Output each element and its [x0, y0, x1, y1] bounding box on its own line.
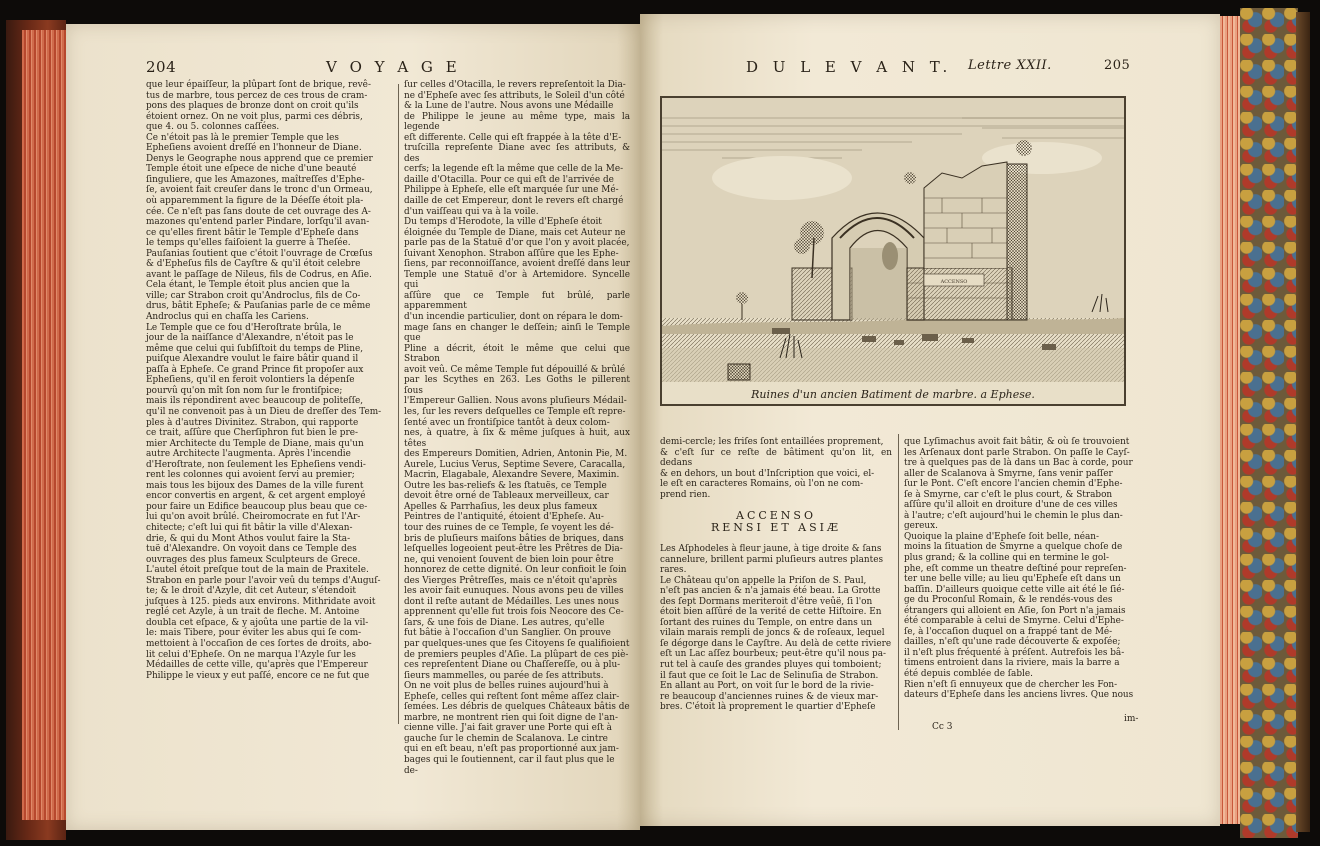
text-line: vilain marais rempli de joncs & de roſeaux, lequel: [660, 628, 885, 639]
text-line: eſt differente. Celle qui eſt frappée à la tête d'E-: [404, 132, 622, 143]
text-line: Médailles de cette ville, qu'après que l'Empereur: [146, 660, 368, 671]
text-line: puiſque Alexandre voulut le faire bâtir quand il: [146, 354, 359, 365]
text-line: ſiens, par reconnoiſſance, avoient dreſſé dans leur: [404, 259, 630, 270]
text-line: ouvrages des plus fameux Sculpteurs de Grece.: [146, 554, 361, 565]
text-line: parle pas de la Statuë d'or que l'on y avoit placée,: [404, 238, 630, 249]
text-line: les Arſenaux dont parle Strabon. On paſſe le Cayſ-: [904, 447, 1130, 458]
text-line: mazones qu'entend parler Pindare, lorſqu'il avan-: [146, 217, 370, 228]
text-line: Pline a décrit, étoit le même que celui que Strabon: [404, 343, 630, 365]
letter-number: Lettre XXII.: [968, 58, 1052, 73]
text-line: Les Aſphodeles à fleur jaune, à tige droite & ſans: [660, 544, 882, 554]
text-line: mais tous les bijoux des Dames de la ville furent: [146, 480, 364, 491]
text-line: reglé cet Azyle, à un trait de fleche. M. Antoine: [146, 607, 360, 618]
text-line: été comparable à celui de Smyrne. Celui d'Ephe-: [904, 616, 1124, 627]
text-line: fut bâtie à l'occaſion d'un Sanglier. On prouve: [404, 628, 611, 639]
text-line: dailles, n'eſt qu'une rade découverte & expoſée;: [904, 637, 1121, 648]
inscription-line-1: ACCENSO: [736, 509, 816, 522]
text-line: aſſûre qu'il alloit en droiture d'une de ces villes: [904, 500, 1118, 511]
text-line: Le Temple que ce fou d'Heroſtrate brûla, le: [146, 322, 342, 333]
text-line: le temps qu'elles faiſoient la guerre à Theſée.: [146, 238, 351, 249]
text-line: l'Empereur Gallien. Nous avons pluſieurs Médail-: [404, 396, 627, 407]
text-line: drie, & qui du Mont Athos voulut faire la Sta-: [146, 533, 351, 544]
text-line: de Philippe le jeune au même type, mais la legende: [404, 111, 630, 133]
text-line: gereux.: [904, 521, 938, 532]
text-line: Epheſe, celles qui reſtent ſont même aſſez clair-: [404, 691, 620, 702]
text-line: qu'il ne convenoit pas à un Dieu de dreſſer des Tem-: [146, 406, 382, 417]
text-line: drus, bâtit Epheſe; & Pauſanias parle de ce même: [146, 301, 371, 312]
text-line: devoit être orné de Tableaux merveilleux, car: [404, 491, 609, 502]
text-line: le: mais Tibere, pour éviter les abus qui ſe com-: [146, 628, 362, 639]
text-line: ſieurs mammelles, ou parée de ſes attributs.: [404, 670, 604, 681]
text-line: été depuis comblée de ſable.: [904, 669, 1033, 680]
text-line: étrangers qui alloient en Aſie, ſon Port n'a jamais: [904, 605, 1126, 616]
inscription-line-2: RENSI ET ASIÆ: [710, 521, 841, 534]
text-line: ne d'Epheſe avec ſes attributs, le Soleil d'un côté: [404, 90, 625, 101]
text-line: dateurs d'Epheſe dans les anciens livres. Que nous: [904, 690, 1134, 701]
text-line: étoit bien aſſûré de la verité de cette Hiſtoire. En: [660, 607, 882, 618]
right-column-rule: [898, 434, 899, 730]
text-line: de premiers peuples d'Aſie. La plûpart de ces piè-: [404, 649, 629, 660]
text-line: nes, à quatre, à ſix & même juſques à huit, aux têtes: [404, 428, 630, 449]
text-line: ples à d'autres Divinitez. Strabon, qui rapporte: [146, 417, 359, 428]
text-line: Temple étoit une eſpece de niche d'une beauté: [146, 164, 357, 175]
text-line: que Lyſimachus avoit fait bâtir, & où ſe trouvoient: [904, 437, 1130, 447]
right-page-number: 205: [1104, 58, 1131, 73]
text-line: Epheſiens avoient dreſſé en l'honneur de Diane.: [146, 143, 362, 154]
text-line: Outre les bas-reliefs & les ſtatuës, ce Temple: [404, 480, 607, 491]
text-line: ſur le Pont. C'eſt encore l'ancien chemin d'Ephe-: [904, 479, 1123, 490]
left-page-number: 204: [146, 58, 177, 76]
text-line: gauche ſur le chemin de Scalanova. Le cintre: [404, 733, 608, 744]
text-line: Ce n'étoit pas là le premier Temple que les: [146, 132, 339, 143]
text-line: pour faire un Edifice beaucoup plus beau que ce-: [146, 501, 368, 512]
text-line: cienne ville. J'ai fait graver une Porte qui eſt à: [404, 723, 612, 734]
text-line: ville; car Strabon croit qu'Androclus, fils de Co-: [146, 290, 361, 301]
text-line: éloignée du Temple de Diane, mais cet Auteur ne: [404, 227, 626, 238]
text-line: Cela étant, le Temple étoit plus ancien que la: [146, 280, 350, 291]
text-line: ge du Proconſul Romain, & le rendés-vous des: [904, 595, 1113, 606]
text-line: prend rien.: [660, 489, 711, 500]
text-line: lit celui d'Epheſe. On ne marqua l'Azyle ſur les: [146, 649, 356, 660]
text-line: ſe à Smyrne, car c'eſt le plus court, & Strabon: [904, 489, 1113, 500]
text-line: ce qu'elles firent bâtir le Temple d'Epheſe dans: [146, 227, 359, 238]
text-line: étoient ornez. On ne voit plus, parmi ces débris,: [146, 111, 363, 122]
column-rule: [398, 84, 399, 724]
text-line: les, ſur les revers deſquelles ce Temple eſt repre-: [404, 406, 626, 417]
text-line: par quelques-unes que ſes Citoyens ſe qualifioient: [404, 638, 630, 649]
text-line: rares.: [660, 565, 687, 576]
text-line: même que celui qui ſubſiſtoit du temps de Pline,: [146, 343, 364, 354]
text-line: jour de la naiſſance d'Alexandre, n'étoit pas le: [146, 333, 354, 344]
text-line: ſenté avec un frontiſpice tantôt à deux colom-: [404, 417, 610, 428]
text-line: ſe, à l'occaſion duquel on a frappé tant de Mé-: [904, 626, 1113, 637]
text-line: ſuivant Xenophon. Strabon aſſûre que les Ephe-: [404, 248, 619, 259]
text-line: avoit veû. Ce même Temple fut dépouillé & brûlé: [404, 364, 626, 375]
text-line: Androclus qui en chaſſa les Cariens.: [146, 312, 309, 323]
small-tomb: [728, 364, 750, 380]
text-line: mage ſans en changer le deſſein; ainſi le Temple que: [404, 322, 630, 344]
text-line: & d'Epheſus fils de Cayſtre & qu'il étoit celebre: [146, 259, 361, 270]
text-line: à l'autre; c'eſt aujourd'hui le chemin le plus dan-: [904, 510, 1123, 521]
text-line: ſe, avoient fait creuſer dans le tronc d'un Ormeau,: [146, 185, 373, 196]
text-line: par les Scythes en 263. Les Goths le pillerent ſous: [404, 375, 630, 396]
text-line: Philippe le vieux y eut paſſé, encore ce ne fut que: [146, 670, 370, 681]
text-line: cée. Ce n'eſt pas ſans doute de cet ouvrage des A-: [146, 206, 371, 217]
text-line: paſſa à Epheſe. Ce grand Prince fit propoſer aux: [146, 364, 364, 375]
text-line: tuë d'Alexandre. On voyoit dans ce Temple des: [146, 544, 357, 555]
text-line: mais ils répondirent avec beaucoup de politeſſe,: [146, 396, 364, 407]
text-line: chitecte; c'eſt lui qui fit bâtir la ville d'Alexan-: [146, 522, 353, 533]
text-line: ce trait, aſſûre que Cherſiphron fut bien le pre-: [146, 428, 358, 439]
left-text-column-2: [404, 80, 630, 776]
text-line: mettoient à l'occaſion de ces ſortes de droits, abo-: [146, 638, 372, 649]
text-line: En allant au Port, on voit ſur le bord de la rivie-: [660, 681, 874, 692]
text-line: ſe dégorge dans le Cayſtre. Au delà de cette riviere: [660, 638, 892, 649]
engraving-plate: [660, 96, 1126, 406]
text-line: ſars, & une fois de Diane. Les autres, qu'elle: [404, 617, 605, 628]
text-line: n'eſt pas ancien & n'a jamais été beau. La Grotte: [660, 586, 881, 597]
text-line: pons des plaques de bronze dont on croit qu'ils: [146, 101, 359, 112]
catchword: im-: [1124, 714, 1139, 724]
text-line: tre à quelques pas de là dans un Bac à corde, pour: [904, 458, 1133, 469]
text-line: avant le paſſage de Nileus, fils de Codrus, en Aſie.: [146, 269, 372, 280]
text-line: apprennent qu'elle fut trois fois Neocore des Ce-: [404, 607, 624, 618]
text-line: plus grand; & la colline qui en termine le gol-: [904, 553, 1110, 564]
right-text-column-2: [904, 437, 1144, 701]
text-line: L'autel étoit preſque tout de la main de Praxitele.: [146, 565, 369, 576]
text-line: re beaucoup d'anciennes ruines & de vieux mar-: [660, 691, 879, 702]
right-text-column-1-bottom: [660, 544, 892, 713]
plate-caption: Ruines d'un ancien Batiment de marbre. a Ephese.: [751, 388, 1035, 401]
text-line: demi-cercle; les friſes ſont entaillées proprement,: [660, 437, 884, 447]
text-line: ſur celles d'Otacilla, le revers repreſentoit la Dia-: [404, 80, 626, 90]
text-line: honnorez de cette dignité. On leur confioit le ſoin: [404, 565, 627, 576]
left-running-head: V O Y A G E: [326, 58, 461, 76]
text-line: Temple une Statuë d'or à Artemidore. Syncelle qui: [404, 269, 630, 291]
text-line: rent les colonnes qui avoient ſervi au premier;: [146, 470, 355, 481]
text-line: Peintres de l'antiquité, étoient d'Epheſe. Au-: [404, 512, 604, 523]
text-line: ter une belle ville; au lieu qu'Epheſe eſt dans un: [904, 574, 1121, 585]
text-line: des ſept Dormans meriteroit d'être veûë, ſi l'on: [660, 596, 873, 607]
text-line: ſinguliere, que les Amazones, maîtreſſes d'Ephe-: [146, 174, 365, 185]
text-line: cannelure, brillent parmi pluſieurs autres plantes: [660, 554, 884, 565]
text-line: Strabon en parle pour l'avoir veû du temps d'Auguſ-: [146, 575, 381, 586]
right-text-column-1-top: [660, 437, 892, 500]
right-cover-edge: [1296, 12, 1310, 832]
text-line: juſques à 125. pieds aux environs. Mithridate avoit: [146, 596, 376, 607]
text-line: Le Château qu'on appelle la Priſon de S. Paul,: [660, 575, 867, 586]
text-line: leſquelles logeoient peut-être les Prêtres de Dia-: [404, 544, 623, 555]
text-line: ſemées. Les débris de quelques Châteaux bâtis de: [404, 702, 630, 713]
text-line: tus de marbre, tous percez de ces trous de cram-: [146, 90, 368, 101]
text-line: & c'eſt ſur ce reſte de bâtiment qu'on lit, en dedans: [660, 447, 892, 469]
text-line: bages qui le ſoutiennent, car il faut plus que le: [404, 755, 615, 765]
text-line: baſſin. D'ailleurs quoique cette ville ait été le ſié-: [904, 584, 1125, 595]
text-line: où apparemment la figure de la Déeſſe étoit pla-: [146, 196, 364, 207]
text-line: pourvû qu'on mît ſon nom ſur le frontiſpice;: [146, 385, 343, 396]
text-line: bris de pluſieurs maiſons bâties de briques, dans: [404, 533, 624, 544]
text-line: aller de Scalanova à Smyrne, ſans venir paſſer: [904, 468, 1113, 479]
text-line: que 4. ou 5. colonnes caſſées.: [146, 122, 280, 133]
text-line: doubla cet eſpace, & y ajoûta une partie de la vil-: [146, 617, 369, 628]
text-line: que leur épaiſſeur, la plûpart ſont de brique, revê-: [146, 80, 371, 90]
text-line: Philippe à Epheſe, elle eſt marquée ſur une Mé-: [404, 185, 619, 196]
text-line: des Empereurs Domitien, Adrien, Antonin Pie, M.: [404, 449, 628, 460]
text-line: il faut que ce ſoit le Lac de Selinuſia de Strabon.: [660, 670, 879, 681]
text-line: moins la ſituation de Smyrne a quelque choſe de: [904, 542, 1123, 553]
text-line: de-: [404, 765, 418, 776]
text-line: Rien n'eſt ſi ennuyeux que de chercher les Fon-: [904, 679, 1118, 690]
text-line: daille de cet Empereur, dont le revers eſt chargé: [404, 196, 624, 207]
text-line: aſſûre que ce Temple fut brûlé, parle apparemment: [404, 290, 630, 312]
text-line: Pauſanias ſoutient que c'étoit l'ouvrage de Crœſus: [146, 248, 373, 259]
left-text-column-1: [146, 80, 392, 681]
text-line: & en dehors, un bout d'Inſcription que voici, el-: [660, 468, 875, 479]
text-line: d'un incendie particulier, dont on répara le dom-: [404, 312, 623, 323]
text-line: Du temps d'Herodote, la ville d'Epheſe étoit: [404, 217, 602, 228]
text-line: bres. C'étoit là proprement le quartier d'Epheſe: [660, 702, 876, 713]
text-line: phe, eſt comme un theatre deſtiné pour repreſen-: [904, 563, 1127, 574]
signature-mark: Cc 3: [932, 722, 953, 732]
ruins-engraving: [662, 98, 1124, 404]
left-page-edges: [22, 30, 68, 820]
text-line: ces repreſentent Diane ou Chaſſereſſe, ou à plu-: [404, 660, 621, 671]
text-line: cerfs; la legende eſt la même que celle de la Me-: [404, 164, 624, 175]
text-line: & la Lune de l'autre. Nous avons une Médaille: [404, 101, 614, 112]
text-line: eſt un Lac aſſez bourbeux; peut-être qu'il nous pa-: [660, 649, 887, 660]
text-line: marbre, ne montrent rien qui ſoit digne de l'an-: [404, 712, 619, 723]
right-running-head: D U L E V A N T.: [746, 58, 953, 76]
text-line: mier Architecte du Temple de Diane, mais qu'un: [146, 438, 364, 449]
text-line: ne, qui venoient ſouvent de bien loin pour être: [404, 554, 614, 565]
text-line: dont il reſte autant de Médailles. Les unes nous: [404, 596, 619, 607]
text-line: Quoique la plaine d'Epheſe ſoit belle, néan-: [904, 531, 1099, 542]
text-line: d'un vaiſſeau qui va à la voile.: [404, 206, 539, 217]
text-line: daille d'Otacilla. Pour ce qui eſt de l'arrivée de: [404, 174, 614, 185]
text-line: il n'eſt plus fréquenté à préſent. Autrefois les bâ-: [904, 647, 1125, 658]
text-line: truſcilla repreſente Diane avec ſes attributs, & des: [404, 143, 630, 164]
text-line: timens entroient dans la riviere, mais la barre a: [904, 658, 1120, 669]
text-line: Epheſiens, qu'il en feroit volontiers la dépenſe: [146, 375, 355, 386]
text-line: d'Heroſtrate, non ſeulement les Epheſiens vendi-: [146, 459, 366, 470]
text-line: lui qu'on avoit brûlé. Cheiromocrate en fut l'Ar-: [146, 512, 361, 523]
inscription-stone: ACCENSO: [940, 279, 968, 285]
text-line: Apelles & Parrhaſius, les deux plus fameux: [404, 501, 598, 512]
text-line: Aurele, Lucius Verus, Septime Severe, Caracalla,: [404, 459, 626, 470]
text-line: qui en eſt beau, n'eſt pas proportionné aux jam-: [404, 744, 619, 755]
text-line: tour des ruines de ce Temple, ſe voyent les dé-: [404, 522, 614, 533]
text-line: les avoir fait eunuques. Nous avons peu de villes: [404, 586, 624, 597]
text-line: encor convertis en argent, & cet argent employé: [146, 491, 366, 502]
text-line: rut tel à cauſe des grandes pluyes qui tomboient;: [660, 660, 882, 671]
text-line: ſortant des ruines du Temple, on entre dans un: [660, 617, 873, 628]
text-line: On ne voit plus de belles ruines aujourd'hui à: [404, 681, 609, 692]
marbled-cover: [1240, 8, 1298, 838]
text-line: des Vierges Prêtreſſes, mais ce n'étoit qu'après: [404, 575, 618, 586]
text-line: Denys le Geographe nous apprend que ce premier: [146, 153, 373, 164]
right-page-edges: [1220, 16, 1242, 824]
text-line: le eſt en caracteres Romains, où l'on ne com-: [660, 479, 864, 490]
text-line: autre Architecte l'augmenta. Après l'incendie: [146, 449, 351, 460]
cloud: [712, 156, 852, 200]
text-line: te; & le droit d'Azyle, dit cet Auteur, s'étendoit: [146, 586, 357, 597]
text-line: Macrin, Elagabale, Alexandre Severe, Maximin.: [404, 470, 620, 481]
